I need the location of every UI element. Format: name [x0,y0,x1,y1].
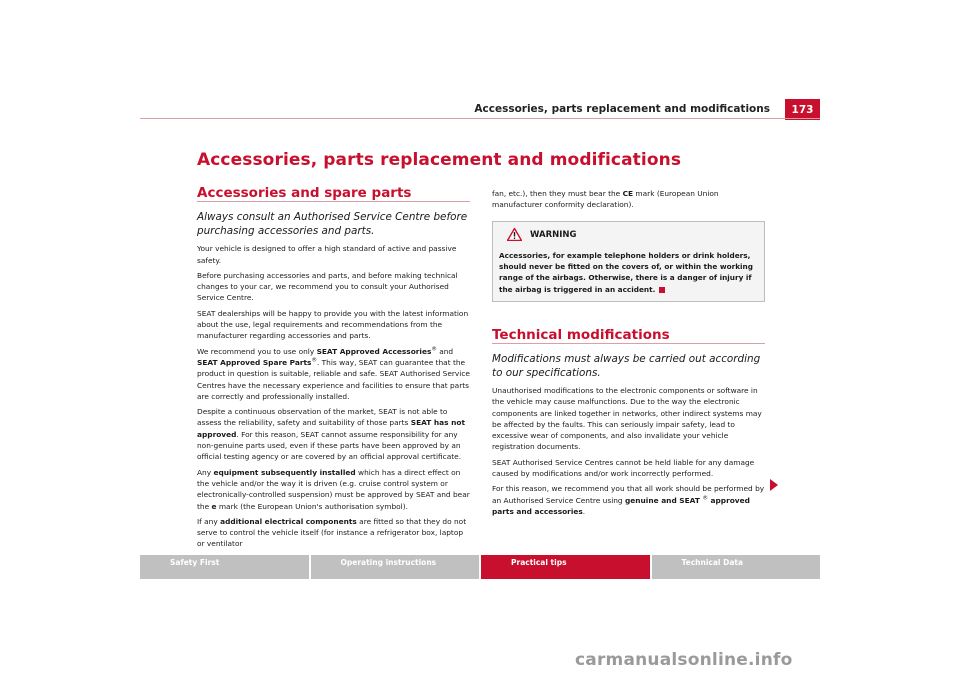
tab-operating-instructions[interactable]: Operating instructions [311,555,480,579]
paragraph: SEAT dealerships will be happy to provide you with the latest information about the use, legal requirements and recommendations from the manufacturer regarding accessories and parts. [197,308,469,341]
technical-modifications-section [492,326,765,518]
section-lead-accessories: Always consult an Authorised Service Centre before purchasing accessories and parts. [197,211,468,238]
warning-triangle-icon [507,228,522,244]
paragraph: Despite a continuous observation of the market, SEAT is not able to assess the reliability, safety and suitability of those parts SEAT has not approved. For this reason, SEAT cannot assume responsibility for any non-genuine parts used, even if these parts have been approved by an official testing agency or are covered by an official approval certificate. [197,407,465,462]
tab-technical-data[interactable]: Technical Data [652,555,821,579]
chapter-tabs [140,555,820,579]
section-title-accessories: Accessories and spare parts [197,188,470,202]
paragraph: If any additional electrical components are fitted so that they do not serve to control the vehicle itself (for instance a refrigerator box, laptop or ventilator [197,516,467,549]
end-of-section-icon [659,287,665,293]
paragraph: SEAT Authorised Service Centres cannot be held liable for any damage caused by modifications and/or work incorrectly performed. [492,457,755,479]
bold-term: additional electrical components [220,516,357,526]
paragraph: We recommend you to use only SEAT Approved Accessories® and SEAT Approved Spare Parts®. This way, SEAT can guarantee that the product in question is suitable, reliable and safe. SEAT Authorised Service Centres have the necessary experience and facilities to ensure that parts are correctly and professionally installed. [197,346,470,401]
chapter-title: Accessories, parts replacement and modifications [197,150,682,170]
warning-box [492,221,765,302]
paragraph: Your vehicle is designed to offer a high standard of active and passive safety. [197,244,457,265]
paragraph-continued: fan, etc.), then they must bear the CE mark (European Union manufacturer conformity declaration). [492,189,719,210]
warning-label: WARNING [530,230,577,241]
section-title-technical-modifications: Technical modifications [492,330,765,344]
header-rule [140,118,820,119]
watermark: carmanualsonline.info [575,650,793,670]
tab-safety-first[interactable]: Safety First [140,555,309,579]
bold-term: SEAT Approved Accessories [316,346,432,356]
continue-arrow-icon [770,479,778,491]
section-lead-technical: Modifications must always be carried out according to our specifications. [492,353,761,379]
bold-term: SEAT Approved Spare Parts [197,357,312,367]
paragraph: Any equipment subsequently installed which has a direct effect on the vehicle and/or the way it is driven (e.g. cruise control system or electronically-controlled suspension) must be approved by SEAT and bear the e mark (the European Union's authorisation symbol). [197,467,470,511]
paragraph: Before purchasing accessories and parts, and before making technical changes to your car, we recommend you to consult your Authorised Service Centre. [197,270,458,303]
paragraph: For this reason, we recommend you that all work should be performed by an Authorised Service Centre using genuine and SEAT ® approved parts and accessories. [492,484,765,516]
paragraph: Unauthorised modifications to the electronic components or software in the vehicle may cause malfunctions. Due to the way the electronic components are linked together in networks, other indirect systems may be affected by the faults. This can seriously impair safety, lead to excessive wear of components, and also invalidate your vehicle registration documents. [492,386,762,452]
right-column [492,188,765,521]
warning-text: Accessories, for example telephone holders or drink holders, should never be fitted on the covers of, or within the working range of the airbags. Otherwise, there is a danger of injury if the airbag is triggered in an accident. [499,250,753,294]
page-number: 173 [785,99,820,120]
bold-term: equipment subsequently installed [213,467,356,477]
running-header-title: Accessories, parts replacement and modifications [474,103,770,115]
left-column [197,185,470,554]
tab-practical-tips[interactable]: Practical tips [481,555,650,579]
bold-term: SEAT has not approved [197,418,465,439]
